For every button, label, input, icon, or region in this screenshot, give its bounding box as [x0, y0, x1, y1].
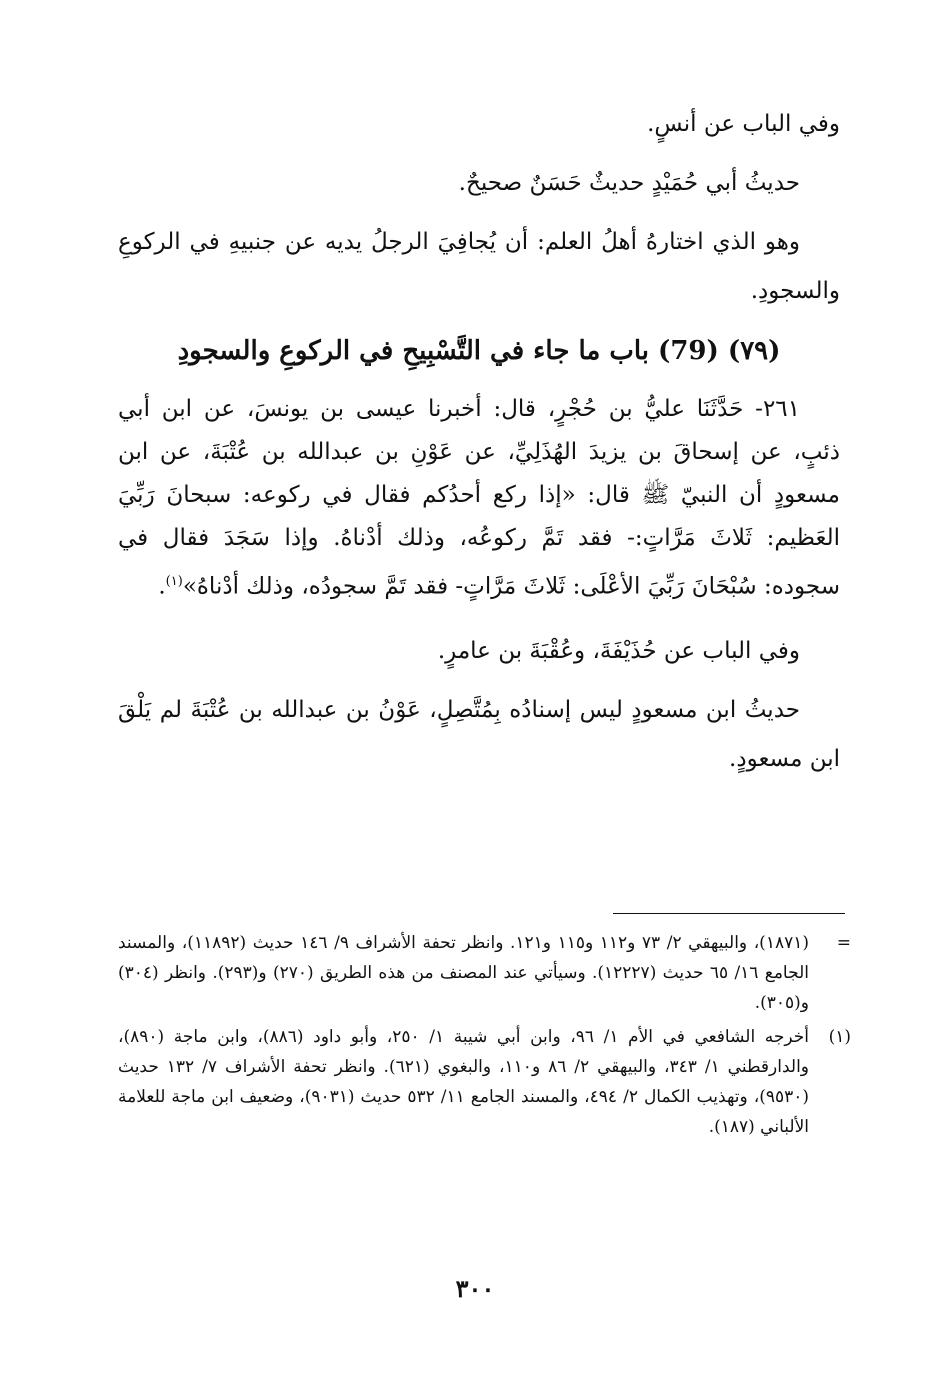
footnote-marker: =	[836, 933, 851, 953]
page-number: ٣٠٠	[455, 1274, 495, 1303]
paragraph-hudhayfa: وفي الباب عن حُذَيْفَةَ، وعُقْبَةَ بن عامرٍ.	[437, 637, 800, 664]
footnote-reference: (١)	[165, 574, 183, 589]
hadith-end: .	[158, 573, 166, 600]
hadith-text: ٢٦١- حَدَّثَنَا عليُّ بن حُجْرٍ، قال: أخبرنا عيسى بن يونسَ، عن ابن أبي ذئبٍ، عن إسحاقَ بن يزيدَ الهُذَلِيِّ، عن عَوْنِ بن عبدالله بن عُتْبَةَ، عن ابن مسعودٍ أن النبيّ ﷺ قال: «إذا ركع أحدُكم فقال في ركوعه: سبحانَ رَبِّيَ العَظيم: ثَلاثَ مَرَّاتٍ:- فقد تَمَّ ركوعُه، وذلك أدْناهُ. وإذا سَجَدَ فقال في سجوده: سُبْحَانَ رَبِّيَ الأعْلَى: ثَلاثَ مَرَّاتٍ- فقد تَمَّ سجودُه، وذلك أدْناهُ»	[118, 396, 840, 600]
paragraph-scholars-choice: وهو الذي اختارهُ أهلُ العلم: أن يُجافِيَ الرجلُ يديه عن جنبيهِ في الركوعِ والسجودِ.	[118, 229, 840, 304]
hadith-261	[118, 388, 840, 609]
footnote-continuation	[118, 928, 851, 1018]
paragraph-anas: وفي الباب عن أنسٍ.	[647, 111, 840, 137]
footnote-marker: (١)	[828, 1027, 851, 1047]
footnote-text: أخرجه الشافعي في الأم ١/ ٩٦، وابن أبي شيبة ١/ ٢٥٠، وأبو داود (٨٨٦)، وابن ماجة (٨٩٠)، والدارقطني ١/ ٣٤٣، والبيهقي ٢/ ٨٦ و١١٠، والبغوي (٦٢١). وانظر تحفة الأشراف ٧/ ١٣٢ حديث (٩٥٣٠)، وتهذيب الكمال ٢/ ٤٩٤، والمسند الجامع ١١/ ٥٣٢ حديث (٩٠٣١)، وضعيف ابن ماجة للعلامة الألباني (١٨٧).	[118, 1027, 810, 1137]
footnote-text: (١٨٧١)، والبيهقي ٢/ ٧٣ و١١٢ و١١٥ و١٢١. وانظر تحفة الأشراف ٩/ ١٤٦ حديث (١١٨٩٢)، والمسند الجامع ١٦/ ٦٥ حديث (١٢٢٢٧). وسيأتي عند المصنف من هذه الطريق (٢٧٠) و(٢٩٣). وانظر (٣٠٤) و(٣٠٥).	[118, 933, 809, 1013]
footnote-divider	[613, 913, 845, 914]
footnotes-section	[118, 928, 851, 1146]
chapter-heading: (٧٩) (79) باب ما جاء في التَّسْبِيحِ في الركوعِ والسجودِ	[177, 336, 781, 366]
main-text	[118, 100, 840, 794]
paragraph-isnad-note: حديثُ ابن مسعودٍ ليس إسنادُه بِمُتَّصِلٍ، عَوْنُ بن عبدالله بن عُتْبَةَ لم يَلْقَ ابن مسعودٍ.	[118, 696, 840, 772]
footnote-1	[118, 1022, 851, 1142]
paragraph-hadith-grade: حديثُ أبي حُمَيْدٍ حديثٌ حَسَنٌ صحيحٌ.	[458, 170, 800, 196]
